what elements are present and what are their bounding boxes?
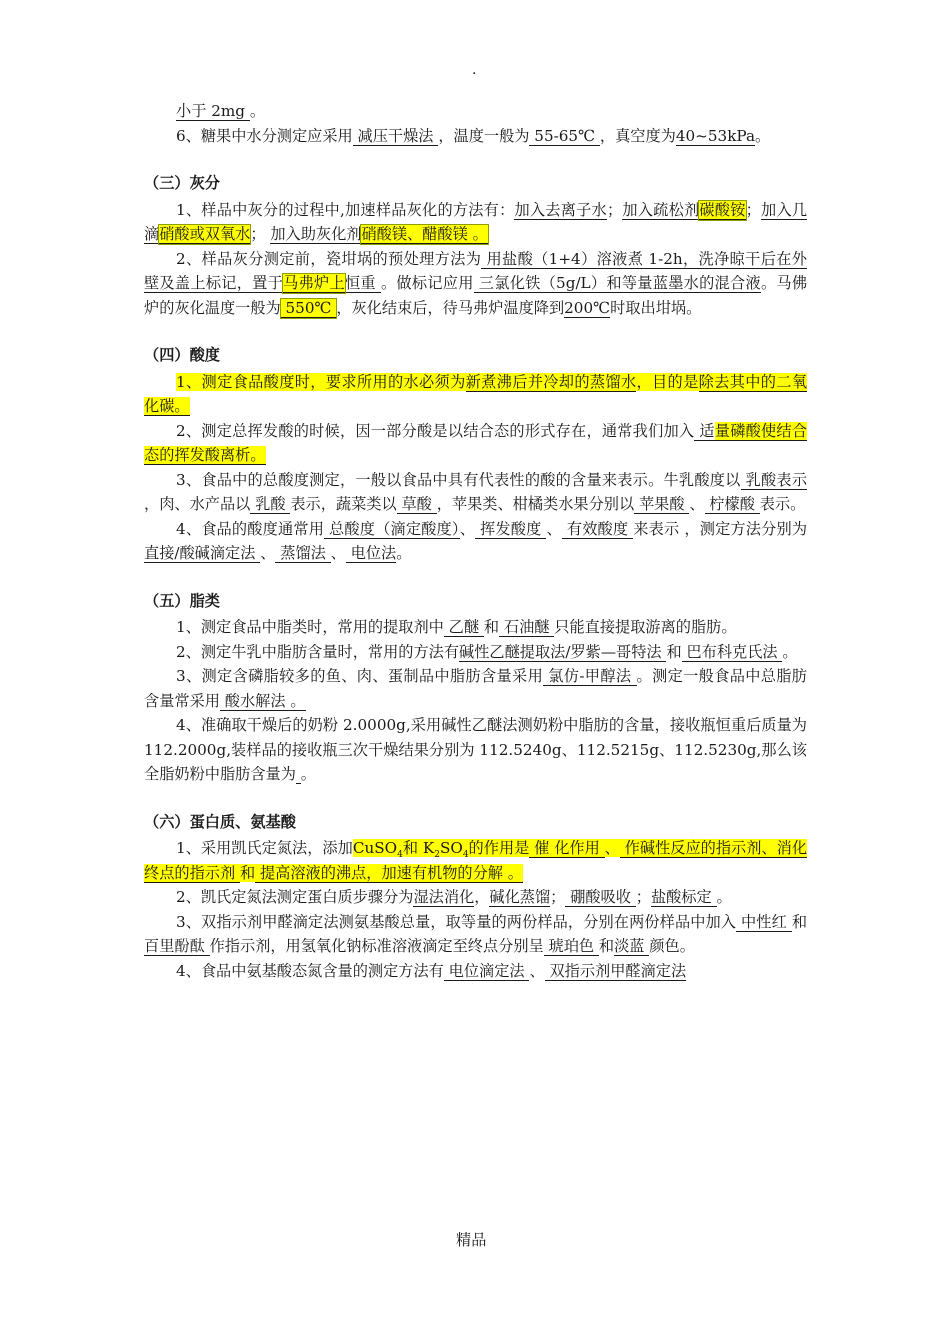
section-heading: （三）灰分 [144, 174, 220, 192]
highlighted-answer: 马弗炉上 [283, 274, 345, 292]
paragraph: 1、测定食品中脂类时，常用的提取剂中 乙醚 和 石油醚 只能直接提取游离的脂肪。 [176, 618, 737, 636]
paragraph: 1、测定食品酸度时，要求所用的水必须为新煮沸后并冷却的蒸馏水，目的是除去其中的二氧化碳。 [144, 372, 808, 415]
answer-blank: 小于 2mg [176, 102, 250, 120]
page-footer: 精品 [456, 1231, 487, 1249]
answer-blank: 电位法 [345, 544, 397, 562]
answer-blank: 适 [694, 421, 715, 440]
answer-blank: 硼酸吸收 [565, 888, 636, 906]
answer-blank: 总酸度（滴定酸度） [324, 519, 460, 538]
answer-blank: 乳酸 [250, 495, 291, 513]
answer-blank: 碱化蒸馏 [489, 888, 551, 906]
answer-blank: 作碱性反应的指示剂、消化终点的指示剂 [144, 839, 808, 882]
answer-blank: 琥珀色 [543, 937, 599, 955]
answer-blank: 中性红 [736, 912, 792, 931]
answer-blank: 双指示剂甲醛滴定法 [544, 961, 687, 980]
answer-blank: 用盐酸（1+4）溶液煮 1-2h，洗净晾干后在外壁及盖上标记，置于 [144, 249, 807, 292]
paragraph: 4、食品中氨基酸态氮含量的测定方法有 电位滴定法 、 双指示剂甲醛滴定法 [176, 961, 687, 980]
header-dot: . [472, 62, 477, 78]
answer-blank: 氯仿-甲醇法 [543, 667, 637, 685]
paragraph: 2、凯氏定氮法测定蛋白质步骤分为湿法消化，碱化蒸馏； 硼酸吸收 ；盐酸标定 。 [176, 888, 732, 906]
answer-blank: 淡蓝 [614, 937, 650, 955]
answer-blank: 新煮沸后并冷却的蒸馏水 [465, 372, 637, 391]
answer-blank: 盐酸标定 [650, 888, 717, 906]
answer-blank: 电位滴定法 [443, 961, 530, 980]
paragraph: 小于 2mg 。 [176, 102, 266, 120]
paragraph: 2、测定牛乳中脂肪含量时，常用的方法有碱性乙醚提取法/罗紫—哥特法 和 巴布科克氏法 。 [176, 642, 798, 661]
paragraph: 4、食品的酸度通常用 总酸度（滴定酸度）、 挥发酸度 、 有效酸度 来表示 ，测定方法分别为 直接/酸碱滴定法 、 蒸馏法 、 电位法。 [144, 519, 808, 562]
answer-blank: 乙醚 [443, 618, 484, 636]
answer-blank: 挥发酸度 [475, 519, 547, 538]
answer-blank: 加入助灰化剂 [270, 225, 362, 243]
highlighted-answer: 量磷酸使结合态的挥发酸离析。 [144, 421, 808, 464]
answer-blank: 加入疏松剂 [622, 200, 700, 219]
paragraph: 4、准确取干燥后的奶粉 2.0000g,采用碱性乙醚法测奶粉中脂肪的含量，接收瓶恒重后质量为 112.2000g,装样品的接收瓶三次干燥结果分别为 112.5240g、112.5215g、112.5230g,那么该全脂奶粉中脂肪含量为 。 [144, 716, 807, 783]
section-heading: （五）脂类 [144, 591, 220, 610]
answer-blank: 加入去离子水 [514, 200, 607, 219]
answer-blank: 蒸馏法 [275, 544, 331, 562]
answer-blank: 草酸 [396, 495, 437, 513]
answer-blank: 加入几滴 [144, 200, 808, 243]
paragraph: 3、测定含磷脂较多的鱼、肉、蛋制品中脂肪含量采用 氯仿-甲醇法 。测定一般食品中总脂肪含量常采用 酸水解法 。 [144, 667, 807, 710]
answer-blank: 乳酸表示 [740, 470, 808, 489]
answer-blank: 酸水解法 。 [219, 691, 306, 710]
highlighted-answer: 硝酸镁、醋酸镁 。 [361, 225, 488, 243]
paragraph: 2、测定总挥发酸的时候，因一部分酸是以结合态的形式存在，通常我们加入 适量磷酸使结合态的挥发酸离析。 [144, 421, 808, 464]
answer-blank: 恒重 [344, 274, 381, 292]
answer-blank: 百里酚酞 [144, 937, 210, 955]
answer-blank: 200℃ [564, 298, 611, 317]
section-heading: （六）蛋白质、氨基酸 [144, 812, 296, 831]
answer-blank: 40~53kPa [675, 126, 755, 145]
answer-blank: 除去其中的二氧化碳。 [144, 372, 808, 415]
paragraph: 3、双指示剂甲醛滴定法测氨基酸总量，取等量的两份样品，分别在两份样品中加入 中性红 和 百里酚酞 作指示剂，用氢氧化钠标准溶液滴定至终点分别呈 琥珀色 和淡蓝 颜色。 [144, 912, 807, 955]
paragraph: 3、食品中的总酸度测定，一般以食品中具有代表性的酸的含量来表示。牛乳酸度以 乳酸表示 ，肉、水产品以 乳酸 表示，蔬菜类以 草酸 ，苹果类、柑橘类水果分别以 苹果酸 、 柠檬酸 表示。 [144, 470, 808, 513]
answer-blank: 苹果酸 [634, 495, 690, 513]
answer-blank: 提高溶液的沸点，加速有机物的分解 。 [255, 863, 523, 882]
answer-blank: 55-65℃ [529, 126, 600, 145]
answer-blank: 柠檬酸 [704, 495, 760, 513]
answer-blank: 催 化作用 [529, 839, 605, 857]
answer-blank: 直接/酸碱滴定法 [144, 544, 261, 562]
answer-blank: 三氯化铁（5g/L）和等量蓝墨水的混合液 [473, 274, 761, 292]
answer-blank: 减压干燥法 [352, 126, 439, 145]
paragraph: 1、样品中灰分的过程中,加速样品灰化的方法有：加入去离子水；加入疏松剂碳酸铵；加入几滴硝酸或双氧水； 加入助灰化剂硝酸镁、醋酸镁 。 [144, 200, 808, 243]
answer-blank: 碱性乙醚提取法/罗紫—哥特法 [459, 642, 667, 661]
paragraph: 2、样品灰分测定前，瓷坩埚的预处理方法为 用盐酸（1+4）溶液煮 1-2h，洗净晾干后在外壁及盖上标记，置于马弗炉上恒重 。做标记应用 三氯化铁（5g/L）和等量蓝墨水的混合液。马佛炉的灰化温度一般为 550℃ ，灰化结束后，待马弗炉温度降到200℃时取出坩埚。 [144, 249, 808, 317]
answer-blank: 巴布科克氏法 [681, 642, 783, 661]
answer-blank: 石油醚 [499, 618, 555, 636]
highlighted-answer: 碳酸铵 [699, 200, 746, 219]
section-heading: （四）酸度 [144, 346, 220, 364]
document-body [144, 99, 807, 983]
highlighted-answer: 硝酸或双氧水 [159, 225, 251, 243]
answer-blank: 有效酸度 [561, 519, 634, 538]
answer-blank: 湿法消化 [413, 888, 475, 906]
paragraph: 1、采用凯氏定氮法，添加CuSO$_4$和 $K_2SO_4$的作用是 催 化作用 、 作碱性反应的指示剂、消化终点的指示剂 和 提高溶液的沸点，加速有机物的分解 。 [144, 839, 808, 882]
highlighted-answer: 550℃ [280, 298, 337, 317]
paragraph: 6、糖果中水分测定应采用 减压干燥法 ，温度一般为 55-65℃ ，真空度为40~53kPa。 [176, 126, 771, 145]
